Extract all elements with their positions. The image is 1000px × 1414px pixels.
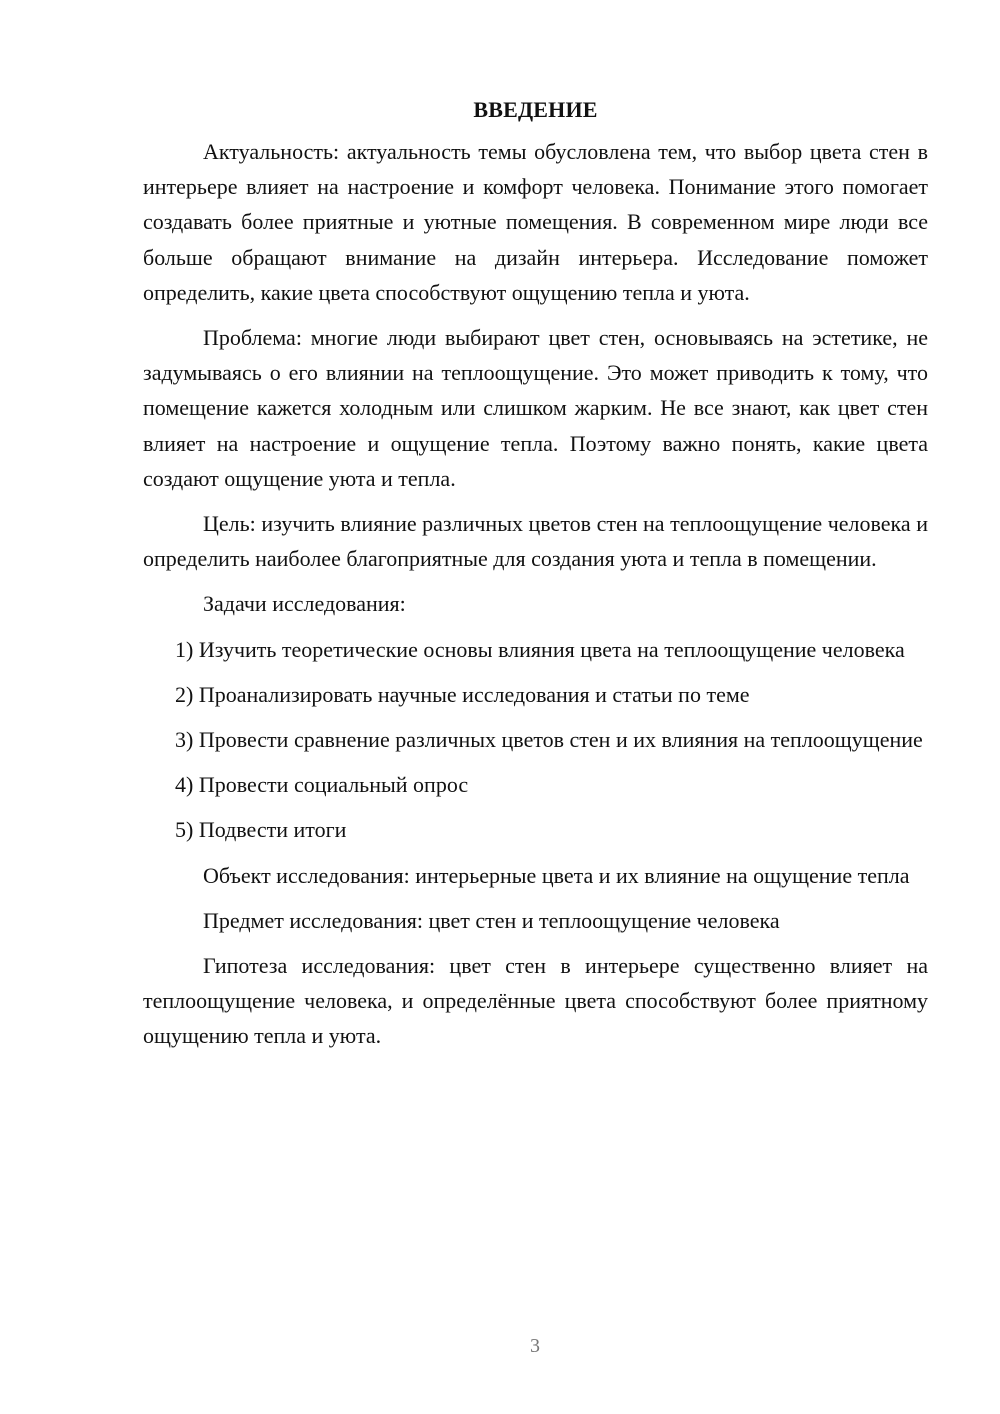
- task-item: 4) Провести социальный опрос: [175, 772, 469, 798]
- page-content: [143, 96, 928, 1064]
- hypothesis-paragraph: Гипотеза исследования: цвет стен в интерьере существенно влияет на теплоощущение человека, и определённые цвета способствуют более приятному ощущению тепла и уюта.: [143, 953, 928, 1049]
- tasks-heading: Задачи исследования:: [203, 591, 406, 617]
- section-title: ВВЕДЕНИЕ: [473, 97, 598, 122]
- problem-paragraph: Проблема: многие люди выбирают цвет стен, основываясь на эстетике, не задумываясь о его влиянии на теплоощущение. Это может приводить к тому, что помещение кажется холодным или слишком жарким. Не все знают, как цвет стен влияет на настроение и ощущение тепла. Поэтому важно понять, какие цвета создают ощущение уюта и тепла.: [143, 325, 928, 491]
- task-item: 1) Изучить теоретические основы влияния цвета на теплоощущение человека: [175, 636, 905, 662]
- object-paragraph: Объект исследования: интерьерные цвета и их влияние на ощущение тепла: [203, 862, 910, 888]
- task-item: 3) Провести сравнение различных цветов стен и их влияния на теплоощущение: [175, 727, 923, 753]
- task-item: 5) Подвести итоги: [175, 817, 347, 843]
- goal-paragraph: Цель: изучить влияние различных цветов стен на теплоощущение человека и определить наиболее благоприятные для создания уюта и тепла в помещении.: [143, 511, 928, 572]
- task-item: 2) Проанализировать научные исследования и статьи по теме: [175, 681, 750, 707]
- subject-paragraph: Предмет исследования: цвет стен и теплоощущение человека: [203, 907, 780, 933]
- page-number: 3: [530, 1335, 540, 1357]
- relevance-paragraph: Актуальность: актуальность темы обусловлена тем, что выбор цвета стен в интерьере влияет на настроение и комфорт человека. Понимание этого помогает создавать более приятные и уютные помещения. В современном мире люди все больше обращают внимание на дизайн интерьера. Исследование поможет определить, какие цвета способствуют ощущению тепла и уюта.: [143, 139, 928, 305]
